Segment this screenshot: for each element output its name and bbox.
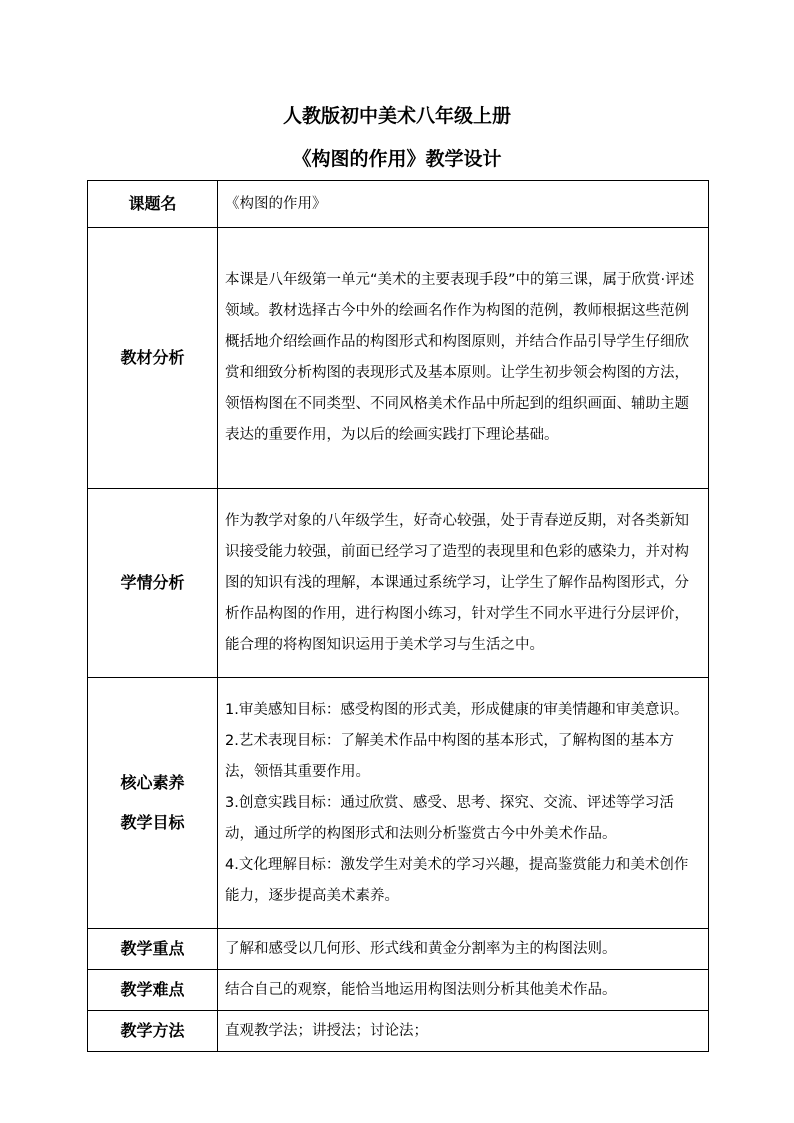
- row-label-difficulties: 教学难点: [88, 970, 218, 1011]
- table-row-topic: [88, 181, 709, 228]
- row-label-topic: 课题名: [88, 181, 218, 228]
- row-label-material-analysis: 教材分析: [88, 228, 218, 489]
- row-label-student-analysis: 学情分析: [88, 489, 218, 678]
- table-row-teaching-goals: [88, 678, 709, 929]
- table-row-difficulties: [88, 970, 709, 1011]
- row-content-student-analysis: 作为教学对象的八年级学生，好奇心较强，处于青春逆反期，对各类新知识接受能力较强，前面已经学习了造型的表现里和色彩的感染力，并对构图的知识有浅的理解，本课通过系统学习，让学生了解作品构图形式，分析作品构图的作用，进行构图小练习，针对学生不同水平进行分层评价，能合理的将构图知识运用于美术学习与生活之中。: [218, 489, 709, 678]
- row-label-methods: 教学方法: [88, 1011, 218, 1052]
- goal-item: 4.文化理解目标：激发学生对美术的学习兴趣，提高鉴赏能力和美术创作能力，逐步提高美术素养。: [225, 856, 689, 904]
- lesson-design-table: [87, 180, 709, 1052]
- row-label-key-points: 教学重点: [88, 929, 218, 970]
- label-core-literacy: 核心素养: [120, 773, 185, 792]
- goal-item: 2.艺术表现目标：了解美术作品中构图的基本形式，了解构图的基本方法，领悟其重要作用。: [225, 732, 674, 780]
- table-row-key-points: [88, 929, 709, 970]
- goal-item: 1.审美感知目标：感受构图的形式美，形成健康的审美情趣和审美意识。: [225, 701, 689, 718]
- table-row-methods: [88, 1011, 709, 1052]
- goal-item: 3.创意实践目标：通过欣赏、感受、思考、探究、交流、评述等学习活动，通过所学的构图形式和法则分析鉴赏古今中外美术作品。: [225, 794, 674, 842]
- table-row-material-analysis: [88, 228, 709, 489]
- row-content-difficulties: 结合自己的观察，能恰当地运用构图法则分析其他美术作品。: [218, 970, 709, 1011]
- row-content-teaching-goals: [218, 678, 709, 929]
- document-title: 人教版初中美术八年级上册: [282, 105, 511, 127]
- table-row-student-analysis: [88, 489, 709, 678]
- row-label-teaching-goals: [88, 678, 218, 929]
- row-content-methods: 直观教学法；讲授法；讨论法；: [218, 1011, 709, 1052]
- row-content-key-points: 了解和感受以几何形、形式线和黄金分割率为主的构图法则。: [218, 929, 709, 970]
- label-teaching-goals: 教学目标: [120, 813, 185, 832]
- document-subtitle: 《构图的作用》教学设计: [292, 148, 502, 170]
- row-content-topic: 《构图的作用》: [218, 181, 709, 228]
- row-content-material-analysis: 本课是八年级第一单元“美术的主要表现手段”中的第三课，属于欣赏·评述领域。教材选择古今中外的绘画名作作为构图的范例，教师根据这些范例概括地介绍绘画作品的构图形式和构图原则，并结合作品引导学生仔细欣赏和细致分析构图的表现形式及基本原则。让学生初步领会构图的方法，领悟构图在不同类型、不同风格美术作品中所起到的组织画面、辅助主题表达的重要作用，为以后的绘画实践打下理论基础。: [218, 228, 709, 489]
